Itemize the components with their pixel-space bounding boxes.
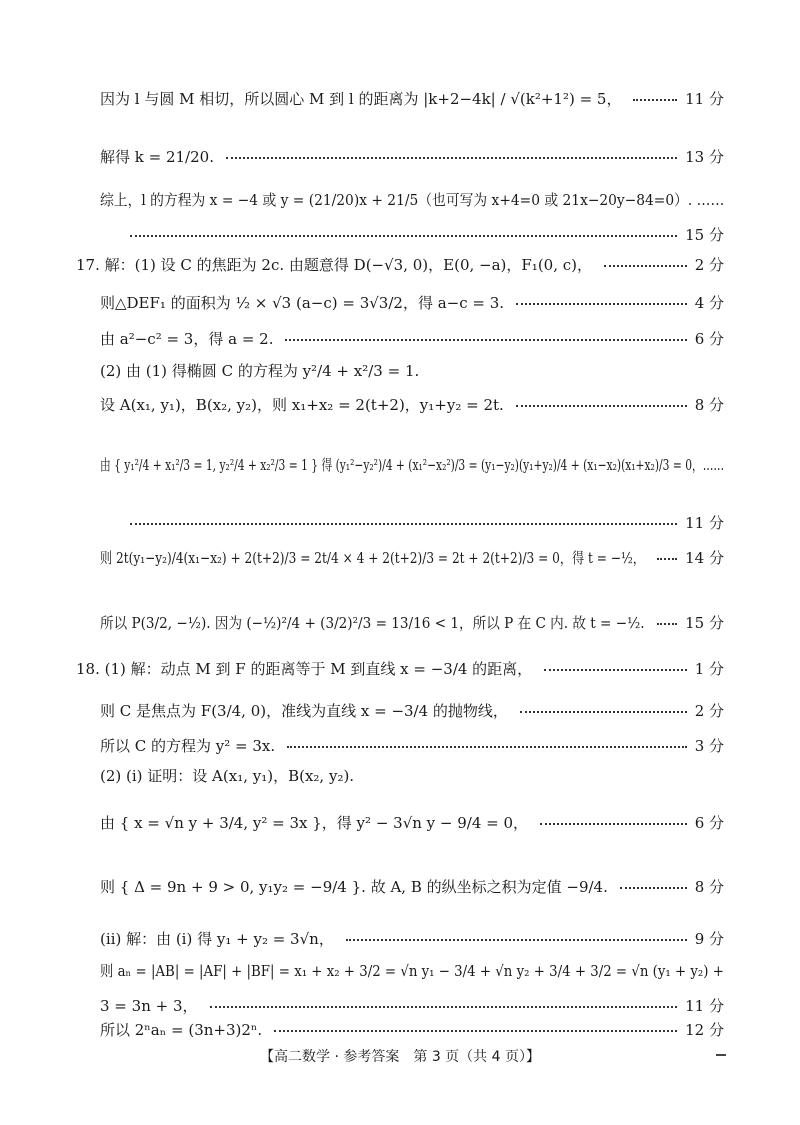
dot-leader xyxy=(633,99,677,101)
dot-leader xyxy=(226,157,677,159)
answer-text: 所以 C 的方程为 y² = 3x. xyxy=(100,737,276,755)
answer-text: 17. 解：(1) 设 C 的焦距为 2c. 由题意得 D(−√3, 0)，E(0, −a)，F₁(0, c)， xyxy=(76,256,593,274)
score-label: 11 分 xyxy=(685,997,724,1015)
score-label: 15 分 xyxy=(685,614,724,632)
answer-text: 则 aₙ = |AB| = |AF| + |BF| = x₁ + x₂ + 3/2 = √n y₁ − 3/4 + √n y₂ + 3/4 + 3/2 = √n (y₁ + y₂) + xyxy=(100,962,724,980)
answer-line xyxy=(100,358,724,384)
answer-line xyxy=(100,810,724,836)
answer-text: 所以 2ⁿaₙ = (3n+3)2ⁿ. xyxy=(100,1021,263,1039)
score-label: 8 分 xyxy=(694,878,724,896)
answer-line xyxy=(100,926,724,952)
score-label: 6 分 xyxy=(694,814,724,832)
answer-line xyxy=(100,187,724,213)
score-label: 3 分 xyxy=(694,737,724,755)
answer-text: 综上，l 的方程为 x = −4 或 y = (21/20)x + 21/5（也可写为 x+4=0 或 21x−20y−84=0）. …… xyxy=(100,191,725,209)
dot-leader xyxy=(210,1006,677,1008)
answer-line xyxy=(100,222,724,248)
answer-line xyxy=(100,392,724,418)
answer-text: 由 { y₁²/4 + x₁²/3 = 1, y₂²/4 + x₂²/3 = 1 } 得 (y₁²−y₂²)/4 + (x₁²−x₂²)/3 = (y₁−y₂)(y₁+y₂)/4 + (x₁−x₂)(x₁+x₂)/3 = 0，…… xyxy=(100,456,725,474)
score-label: 11 分 xyxy=(685,90,724,108)
dot-leader xyxy=(544,669,687,671)
dot-leader xyxy=(130,523,677,525)
score-label: 14 分 xyxy=(685,549,724,567)
answer-text: (ⅱ) 解：由 (ⅰ) 得 y₁ + y₂ = 3√n， xyxy=(100,930,334,948)
answer-text: 由 a²−c² = 3，得 a = 2. xyxy=(100,330,274,348)
score-label: 4 分 xyxy=(694,294,724,312)
score-label: 8 分 xyxy=(694,396,724,414)
answer-text: 因为 l 与圆 M 相切，所以圆心 M 到 l 的距离为 |k+2−4k| / √(k²+1²) = 5， xyxy=(100,90,622,108)
dot-leader xyxy=(274,1030,677,1032)
answer-text: 设 A(x₁, y₁)，B(x₂, y₂)，则 x₁+x₂ = 2(t+2)，y₁+y₂ = 2t. xyxy=(100,396,504,414)
score-label: 1 分 xyxy=(694,660,724,678)
dot-leader xyxy=(620,887,687,889)
score-label: 6 分 xyxy=(694,330,724,348)
answer-line xyxy=(100,958,724,984)
answer-line xyxy=(100,874,724,900)
dot-leader xyxy=(516,303,687,305)
score-label: 13 分 xyxy=(685,148,724,166)
answer-text: 解得 k = 21/20. xyxy=(100,148,214,166)
answer-line xyxy=(100,86,724,112)
page-footer: 【高二数学 · 参考答案 第 3 页（共 4 页）】 xyxy=(260,1049,540,1065)
dot-leader xyxy=(657,558,677,560)
answer-line xyxy=(100,510,724,536)
dot-leader xyxy=(604,265,687,267)
answer-line xyxy=(100,610,724,636)
answer-line xyxy=(76,252,724,278)
answer-text: 3 = 3n + 3， xyxy=(100,997,198,1015)
answer-text: 由 { x = √n y + 3/4, y² = 3x }，得 y² − 3√n y − 9/4 = 0， xyxy=(100,814,529,832)
answer-line xyxy=(76,656,724,682)
answer-text: 则 { Δ = 9n + 9 > 0, y₁y₂ = −9/4 }. 故 A, B 的纵坐标之积为定值 −9/4. xyxy=(100,878,608,896)
corner-mark xyxy=(716,1054,726,1056)
answer-line xyxy=(100,1017,724,1043)
dot-leader xyxy=(540,823,687,825)
answer-text: (2) 由 (1) 得椭圆 C 的方程为 y²/4 + x²/3 = 1. xyxy=(100,362,420,380)
dot-leader xyxy=(520,711,687,713)
answer-line xyxy=(100,763,724,789)
answer-text: 则 C 是焦点为 F(3/4, 0)，准线为直线 x = −3/4 的抛物线， xyxy=(100,702,508,720)
dot-leader xyxy=(346,939,687,941)
dot-leader xyxy=(657,623,677,625)
dot-leader xyxy=(130,235,677,237)
dot-leader xyxy=(287,746,687,748)
answer-text: 18. (1) 解：动点 M 到 F 的距离等于 M 到直线 x = −3/4 的距离， xyxy=(76,660,533,678)
score-label: 2 分 xyxy=(694,702,724,720)
answer-line xyxy=(100,144,724,170)
answer-line xyxy=(100,545,724,571)
answer-text: 则 2t(y₁−y₂)/4(x₁−x₂) + 2(t+2)/3 = 2t/4 × 4 + 2(t+2)/3 = 2t + 2(t+2)/3 = 0，得 t = −½， xyxy=(100,549,645,567)
dot-leader xyxy=(285,339,687,341)
score-label: 15 分 xyxy=(685,226,724,244)
dot-leader xyxy=(516,405,687,407)
answer-line xyxy=(100,993,724,1019)
answer-text: (2) (ⅰ) 证明：设 A(x₁, y₁)，B(x₂, y₂). xyxy=(100,767,355,785)
score-label: 9 分 xyxy=(694,930,724,948)
answer-text: 所以 P(3/2, −½). 因为 (−½)²/4 + (3/2)²/3 = 13/16 < 1，所以 P 在 C 内. 故 t = −½. xyxy=(100,614,645,632)
answer-text: 则△DEF₁ 的面积为 ½ × √3 (a−c) = 3√3/2，得 a−c = 3. xyxy=(100,294,505,312)
answer-line xyxy=(100,326,724,352)
answer-line xyxy=(100,733,724,759)
answer-line xyxy=(100,290,724,316)
score-label: 11 分 xyxy=(685,514,724,532)
answer-line xyxy=(100,452,724,478)
score-label: 2 分 xyxy=(694,256,724,274)
answer-line xyxy=(100,698,724,724)
score-label: 12 分 xyxy=(685,1021,724,1039)
